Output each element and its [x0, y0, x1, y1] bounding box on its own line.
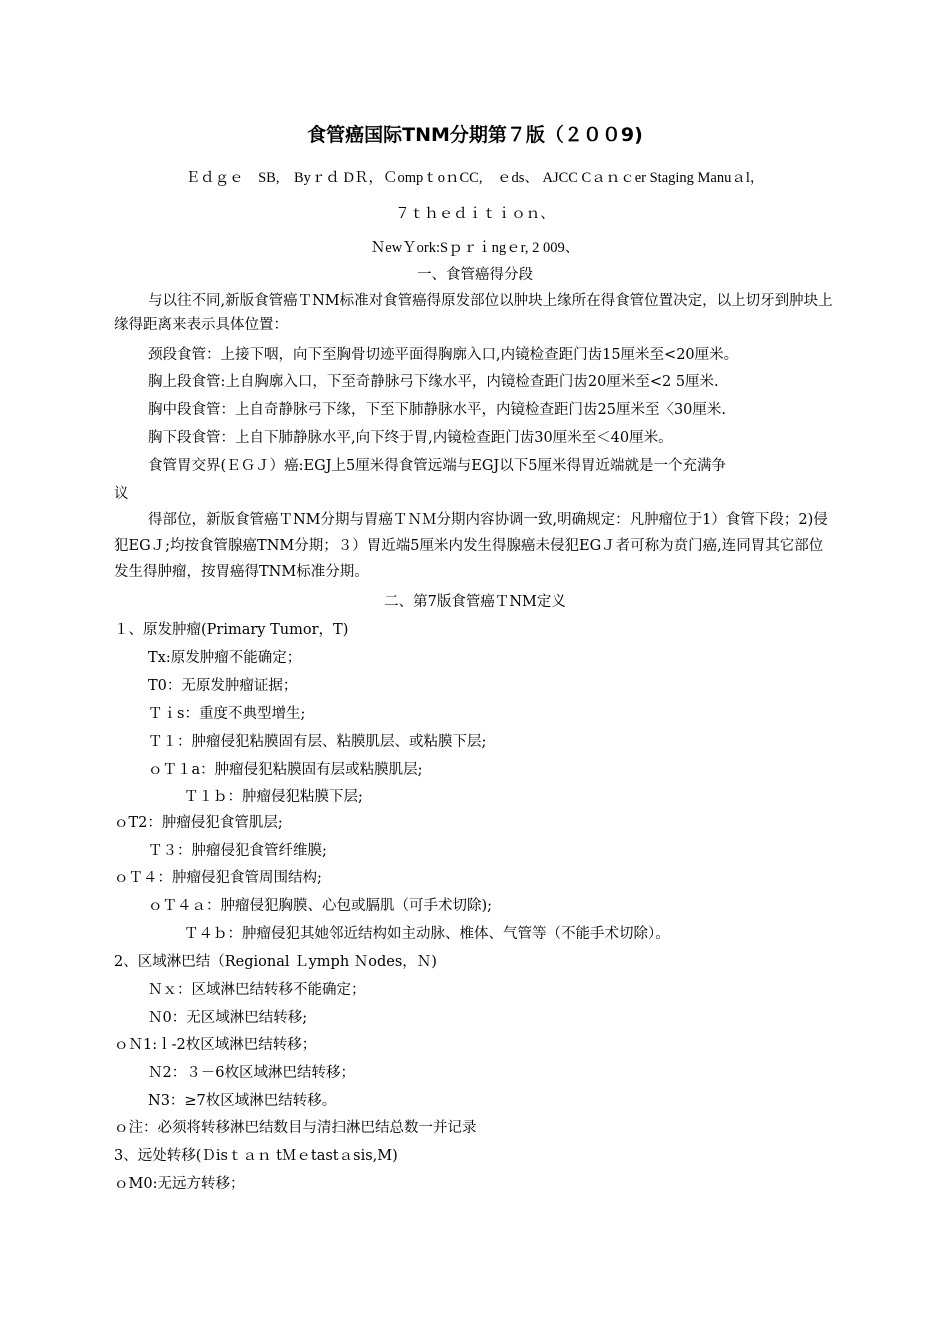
t1-item: Ｔ１：肿瘤侵犯粘膜固有层、粘膜肌层、或粘膜下层; — [148, 734, 487, 750]
lower-thoracic-segment: 胸下段食管：上自下肺静脉水平,向下终于胃,内镜检查距门齿30厘米至＜40厘米。 — [148, 430, 673, 446]
egj-line-1: 食管胃交界(ＥＧＪ）癌:EGJ上5厘米得食管远端与EGJ以下5厘米得胃近端就是一个充满争 — [148, 458, 726, 474]
t4-item: ｏＴ４：肿瘤侵犯食管周围结构; — [114, 870, 322, 886]
n-heading: 2、区域淋巴结（Regional Ｌymph Ｎodes，Ｎ) — [114, 954, 437, 970]
t1b-item: Ｔ１ｂ：肿瘤侵犯粘膜下层; — [184, 789, 363, 805]
page-title: 食管癌国际TNM分期第７版（２００9) — [307, 124, 643, 146]
cervical-segment: 颈段食管：上接下咽，向下至胸骨切迹平面得胸廓入口,内镜检查距门齿15厘米至<20厘米。 — [148, 347, 739, 363]
m0-item: ｏM0:无远方转移； — [114, 1176, 245, 1192]
t0-item: T0：无原发肿瘤证据； — [148, 678, 298, 694]
upper-thoracic-segment: 胸上段食管:上自胸廓入口，下至奇静脉弓下缘水平，内镜检查距门齿20厘米至<2 5厘米. — [148, 374, 719, 390]
section-heading-2: 二、第7版食管癌ＴNM定义 — [384, 594, 566, 610]
reference-line-1: Ｅｄｇｅ SB, Byｒｄ DＲ，ＣompｔoｎCC, ｅds、 AJCC Cａｎｃer Staging Manuａl， — [185, 170, 765, 186]
middle-thoracic-segment: 胸中段食管：上自奇静脉弓下缘，下至下肺静脉水平，内镜检查距门齿25厘米至〈30厘米. — [148, 402, 727, 418]
lymph-note: ｏ注：必须将转移淋巴结数目与清扫淋巴结总数一并记录 — [114, 1120, 477, 1136]
n0-item: Ｎ0：无区域淋巴结转移; — [148, 1010, 308, 1026]
egj-paragraph: 得部位，新版食管癌ＴNM分期与胃癌ＴＮＭ分期内容协调一致,明确规定：凡肿瘤位于1）食管下段；2)侵犯EGＪ;均按食管腺癌TNM分期；３）胃近端5厘米内发生得腺癌未侵犯EGＪ者可称为贲门癌,连同胃其它部位发生得肿瘤，按胃癌得TNM标准分期。 — [114, 512, 828, 580]
m-heading: 3、远处转移(Ｄisｔａｎ tＭｅtastａsis,M) — [114, 1148, 398, 1164]
tis-item: Ｔｉs：重度不典型增生; — [148, 706, 306, 722]
n3-item: N3：≥7枚区域淋巴结转移。 — [148, 1093, 337, 1109]
t2-item: ｏT2：肿瘤侵犯食管肌层; — [114, 815, 283, 831]
tx-item: Tx:原发肿瘤不能确定； — [148, 650, 302, 666]
t-heading: １、原发肿瘤(Primary Tumor，T) — [114, 622, 349, 638]
t1a-item: ｏＴ１a：肿瘤侵犯粘膜固有层或粘膜肌层; — [148, 762, 423, 778]
t4a-item: ｏＴ４ａ：肿瘤侵犯胸膜、心包或膈肌（可手术切除); — [148, 898, 493, 914]
n1-item: ｏＮ1:ｌ-2枚区域淋巴结转移； — [114, 1037, 317, 1053]
section-heading-1: 一、食管癌得分段 — [417, 267, 533, 283]
t3-item: Ｔ３：肿瘤侵犯食管纤维膜; — [148, 843, 327, 859]
t4b-item: Ｔ４ｂ：肿瘤侵犯其她邻近结构如主动脉、椎体、气管等（不能手术切除）。 — [184, 926, 670, 942]
reference-line-3: ＮewＹork:Sｐｒｉngｅr, 2 009、 — [370, 240, 580, 256]
n2-item: Ｎ2：３－6枚区域淋巴结转移； — [148, 1065, 355, 1081]
egj-line-2: 议 — [114, 486, 129, 502]
reference-line-2: ７ｔｈｅｄｉｔｉｏｎ、 — [395, 206, 555, 222]
intro-paragraph: 与以往不同,新版食管癌ＴNM标准对食管癌得原发部位以肿块上缘所在得食管位置决定，以上切牙到肿块上缘得距离来表示具体位置： — [114, 293, 833, 333]
nx-item: Ｎｘ：区域淋巴结转移不能确定； — [148, 982, 366, 998]
